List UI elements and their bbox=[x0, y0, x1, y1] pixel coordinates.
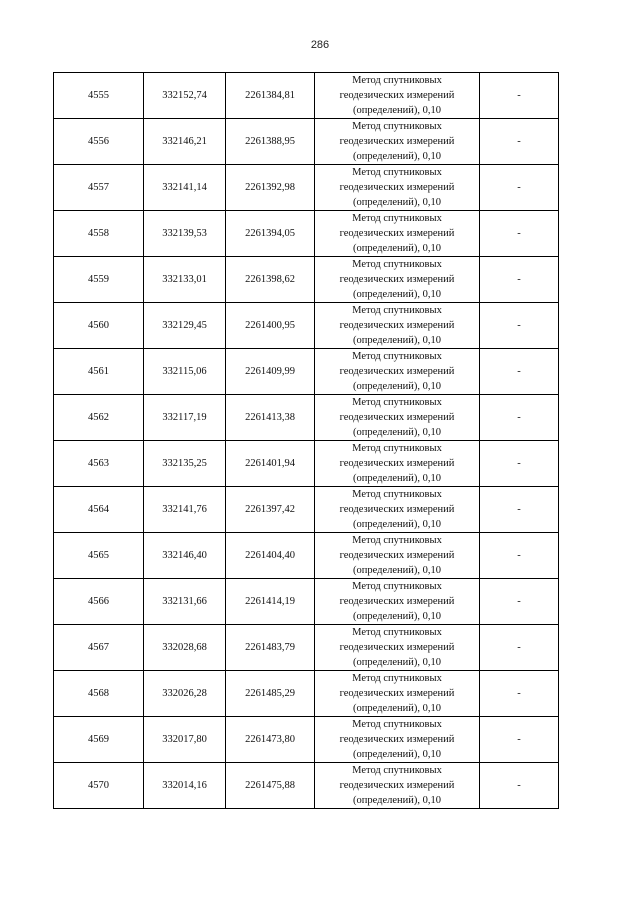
note-cell: - bbox=[480, 349, 559, 395]
method-text-line: Метод спутниковых bbox=[352, 259, 442, 270]
point-number-cell: 4561 bbox=[54, 349, 144, 395]
note-cell: - bbox=[480, 303, 559, 349]
method-text-line: геодезических измерений bbox=[339, 780, 455, 791]
method-cell bbox=[315, 303, 480, 349]
x-coordinate-cell: 332141,76 bbox=[144, 487, 226, 533]
method-text-line: (определений), 0,10 bbox=[352, 565, 442, 576]
x-coordinate-cell: 332146,40 bbox=[144, 533, 226, 579]
method-text-line: Метод спутниковых bbox=[352, 443, 442, 454]
method-text-line: (определений), 0,10 bbox=[352, 289, 442, 300]
method-text-line: Метод спутниковых bbox=[352, 719, 442, 730]
page-number: 286 bbox=[310, 39, 330, 51]
method-text-line: геодезических измерений bbox=[339, 412, 455, 423]
method-text-line: геодезических измерений bbox=[339, 734, 455, 745]
note-cell: - bbox=[480, 119, 559, 165]
y-coordinate-cell: 2261475,88 bbox=[226, 763, 315, 809]
method-cell bbox=[315, 763, 480, 809]
table-row bbox=[54, 441, 559, 487]
table-row bbox=[54, 579, 559, 625]
table-row bbox=[54, 119, 559, 165]
y-coordinate-cell: 2261413,38 bbox=[226, 395, 315, 441]
method-text-line: Метод спутниковых bbox=[352, 167, 442, 178]
method-text-line: геодезических измерений bbox=[339, 504, 455, 515]
x-coordinate-cell: 332129,45 bbox=[144, 303, 226, 349]
table-row bbox=[54, 165, 559, 211]
note-cell: - bbox=[480, 579, 559, 625]
point-number-cell: 4556 bbox=[54, 119, 144, 165]
y-coordinate-cell: 2261401,94 bbox=[226, 441, 315, 487]
method-text-line: (определений), 0,10 bbox=[352, 473, 442, 484]
y-coordinate-cell: 2261388,95 bbox=[226, 119, 315, 165]
method-text-line: геодезических измерений bbox=[339, 320, 455, 331]
x-coordinate-cell: 332115,06 bbox=[144, 349, 226, 395]
method-text-line: Метод спутниковых bbox=[352, 673, 442, 684]
y-coordinate-cell: 2261485,29 bbox=[226, 671, 315, 717]
method-text-line: Метод спутниковых bbox=[352, 213, 442, 224]
method-text-line: Метод спутниковых bbox=[352, 765, 442, 776]
table-row bbox=[54, 349, 559, 395]
method-text-line: (определений), 0,10 bbox=[352, 611, 442, 622]
x-coordinate-cell: 332131,66 bbox=[144, 579, 226, 625]
x-coordinate-cell: 332026,28 bbox=[144, 671, 226, 717]
y-coordinate-cell: 2261398,62 bbox=[226, 257, 315, 303]
method-text-line: геодезических измерений bbox=[339, 642, 455, 653]
method-cell bbox=[315, 487, 480, 533]
note-cell: - bbox=[480, 73, 559, 119]
method-cell bbox=[315, 395, 480, 441]
point-number-cell: 4557 bbox=[54, 165, 144, 211]
table-row bbox=[54, 717, 559, 763]
point-number-cell: 4560 bbox=[54, 303, 144, 349]
table-row bbox=[54, 211, 559, 257]
method-text-line: Метод спутниковых bbox=[352, 75, 442, 86]
y-coordinate-cell: 2261414,19 bbox=[226, 579, 315, 625]
point-number-cell: 4568 bbox=[54, 671, 144, 717]
note-cell: - bbox=[480, 165, 559, 211]
y-coordinate-cell: 2261384,81 bbox=[226, 73, 315, 119]
method-text-line: Метод спутниковых bbox=[352, 627, 442, 638]
note-cell: - bbox=[480, 257, 559, 303]
method-cell bbox=[315, 257, 480, 303]
method-cell bbox=[315, 441, 480, 487]
table-row bbox=[54, 257, 559, 303]
point-number-cell: 4565 bbox=[54, 533, 144, 579]
table-row bbox=[54, 533, 559, 579]
method-text-line: (определений), 0,10 bbox=[352, 427, 442, 438]
method-text-line: (определений), 0,10 bbox=[352, 243, 442, 254]
method-text-line: геодезических измерений bbox=[339, 688, 455, 699]
method-cell bbox=[315, 579, 480, 625]
method-text-line: Метод спутниковых bbox=[352, 535, 442, 546]
method-cell bbox=[315, 73, 480, 119]
x-coordinate-cell: 332028,68 bbox=[144, 625, 226, 671]
method-text-line: Метод спутниковых bbox=[352, 351, 442, 362]
method-cell bbox=[315, 671, 480, 717]
note-cell: - bbox=[480, 625, 559, 671]
method-text-line: (определений), 0,10 bbox=[352, 703, 442, 714]
method-cell bbox=[315, 211, 480, 257]
method-text-line: (определений), 0,10 bbox=[352, 105, 442, 116]
y-coordinate-cell: 2261473,80 bbox=[226, 717, 315, 763]
note-cell: - bbox=[480, 763, 559, 809]
x-coordinate-cell: 332141,14 bbox=[144, 165, 226, 211]
method-cell bbox=[315, 533, 480, 579]
y-coordinate-cell: 2261394,05 bbox=[226, 211, 315, 257]
note-cell: - bbox=[480, 211, 559, 257]
y-coordinate-cell: 2261404,40 bbox=[226, 533, 315, 579]
method-text-line: Метод спутниковых bbox=[352, 305, 442, 316]
point-number-cell: 4569 bbox=[54, 717, 144, 763]
method-text-line: (определений), 0,10 bbox=[352, 519, 442, 530]
note-cell: - bbox=[480, 395, 559, 441]
method-text-line: (определений), 0,10 bbox=[352, 749, 442, 760]
y-coordinate-cell: 2261409,99 bbox=[226, 349, 315, 395]
method-text-line: (определений), 0,10 bbox=[352, 151, 442, 162]
table-body bbox=[54, 73, 559, 809]
method-text-line: Метод спутниковых bbox=[352, 121, 442, 132]
method-text-line: геодезических измерений bbox=[339, 182, 455, 193]
method-cell bbox=[315, 119, 480, 165]
coordinates-table bbox=[53, 72, 559, 809]
method-text-line: (определений), 0,10 bbox=[352, 197, 442, 208]
x-coordinate-cell: 332133,01 bbox=[144, 257, 226, 303]
table-row bbox=[54, 671, 559, 717]
method-text-line: геодезических измерений bbox=[339, 274, 455, 285]
method-text-line: (определений), 0,10 bbox=[352, 657, 442, 668]
point-number-cell: 4564 bbox=[54, 487, 144, 533]
point-number-cell: 4559 bbox=[54, 257, 144, 303]
method-text-line: геодезических измерений bbox=[339, 366, 455, 377]
table-row bbox=[54, 395, 559, 441]
note-cell: - bbox=[480, 533, 559, 579]
method-cell bbox=[315, 165, 480, 211]
x-coordinate-cell: 332146,21 bbox=[144, 119, 226, 165]
y-coordinate-cell: 2261397,42 bbox=[226, 487, 315, 533]
method-text-line: (определений), 0,10 bbox=[352, 795, 442, 806]
point-number-cell: 4566 bbox=[54, 579, 144, 625]
table-row bbox=[54, 73, 559, 119]
method-text-line: геодезических измерений bbox=[339, 596, 455, 607]
point-number-cell: 4570 bbox=[54, 763, 144, 809]
point-number-cell: 4563 bbox=[54, 441, 144, 487]
method-text-line: Метод спутниковых bbox=[352, 581, 442, 592]
x-coordinate-cell: 332135,25 bbox=[144, 441, 226, 487]
method-cell bbox=[315, 717, 480, 763]
point-number-cell: 4558 bbox=[54, 211, 144, 257]
table-row bbox=[54, 763, 559, 809]
point-number-cell: 4567 bbox=[54, 625, 144, 671]
x-coordinate-cell: 332117,19 bbox=[144, 395, 226, 441]
method-text-line: Метод спутниковых bbox=[352, 397, 442, 408]
table-row bbox=[54, 625, 559, 671]
method-cell bbox=[315, 349, 480, 395]
y-coordinate-cell: 2261392,98 bbox=[226, 165, 315, 211]
method-text-line: (определений), 0,10 bbox=[352, 381, 442, 392]
method-text-line: Метод спутниковых bbox=[352, 489, 442, 500]
note-cell: - bbox=[480, 487, 559, 533]
note-cell: - bbox=[480, 717, 559, 763]
point-number-cell: 4562 bbox=[54, 395, 144, 441]
method-text-line: геодезических измерений bbox=[339, 458, 455, 469]
method-cell bbox=[315, 625, 480, 671]
y-coordinate-cell: 2261400,95 bbox=[226, 303, 315, 349]
method-text-line: (определений), 0,10 bbox=[352, 335, 442, 346]
y-coordinate-cell: 2261483,79 bbox=[226, 625, 315, 671]
method-text-line: геодезических измерений bbox=[339, 550, 455, 561]
note-cell: - bbox=[480, 441, 559, 487]
table-row bbox=[54, 303, 559, 349]
x-coordinate-cell: 332014,16 bbox=[144, 763, 226, 809]
table-row bbox=[54, 487, 559, 533]
x-coordinate-cell: 332017,80 bbox=[144, 717, 226, 763]
x-coordinate-cell: 332139,53 bbox=[144, 211, 226, 257]
x-coordinate-cell: 332152,74 bbox=[144, 73, 226, 119]
method-text-line: геодезических измерений bbox=[339, 90, 455, 101]
point-number-cell: 4555 bbox=[54, 73, 144, 119]
note-cell: - bbox=[480, 671, 559, 717]
method-text-line: геодезических измерений bbox=[339, 136, 455, 147]
method-text-line: геодезических измерений bbox=[339, 228, 455, 239]
